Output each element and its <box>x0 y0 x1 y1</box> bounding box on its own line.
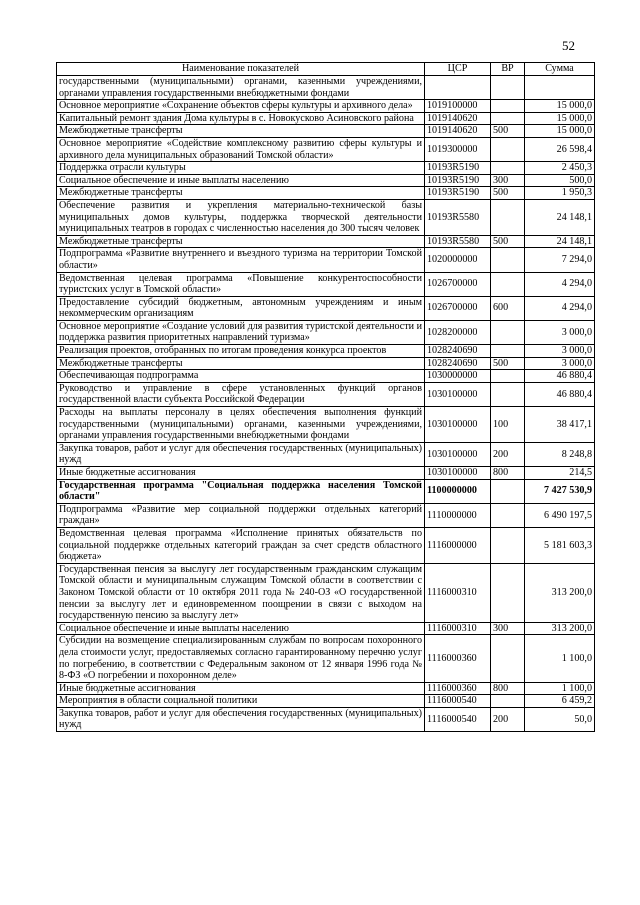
table-row <box>57 187 595 200</box>
row-sum-cell: 500,0 <box>525 174 595 187</box>
row-name-cell: Капитальный ремонт здания Дома культуры в с. Новокусково Асиновского района <box>57 112 425 125</box>
row-csr-cell: 1019140620 <box>425 112 491 125</box>
row-name-cell: Государственная программа "Социальная поддержка населения Томской области" <box>57 479 425 503</box>
table-row <box>57 682 595 695</box>
row-sum-cell: 15 000,0 <box>525 112 595 125</box>
header-vr: ВР <box>491 63 525 76</box>
table-body <box>57 76 595 732</box>
row-sum-cell: 1 950,3 <box>525 187 595 200</box>
table-row <box>57 100 595 113</box>
row-vr-cell <box>491 272 525 296</box>
row-csr-cell: 1026700000 <box>425 272 491 296</box>
table-row <box>57 76 595 100</box>
row-vr-cell: 200 <box>491 707 525 731</box>
row-sum-cell: 313 200,0 <box>525 563 595 622</box>
row-csr-cell: 1020000000 <box>425 248 491 272</box>
row-csr-cell: 1019100000 <box>425 100 491 113</box>
table-row <box>57 407 595 443</box>
row-name-cell: Расходы на выплаты персоналу в целях обеспечения выполнения функций государственными (муниципальными) органами, казенными учреждениями, органами управления государственными внебюджетными фондами <box>57 407 425 443</box>
header-name: Наименование показателей <box>57 63 425 76</box>
row-csr-cell: 1028240690 <box>425 357 491 370</box>
row-vr-cell <box>491 345 525 358</box>
row-name-cell: Закупка товаров, работ и услуг для обеспечения государственных (муниципальных) нужд <box>57 442 425 466</box>
row-csr-cell: 10193R5580 <box>425 199 491 235</box>
row-name-cell: Ведомственная целевая программа «Исполнение принятых обязательств по социальной поддержке отдельных категорий граждан за счет средств областного бюджета» <box>57 527 425 563</box>
row-vr-cell <box>491 527 525 563</box>
row-vr-cell: 500 <box>491 187 525 200</box>
row-name-cell: Социальное обеспечение и иные выплаты населению <box>57 622 425 635</box>
row-vr-cell: 500 <box>491 125 525 138</box>
table-row <box>57 382 595 406</box>
table-row <box>57 174 595 187</box>
table-row <box>57 635 595 682</box>
table-row <box>57 112 595 125</box>
row-sum-cell: 8 248,8 <box>525 442 595 466</box>
row-sum-cell: 26 598,4 <box>525 137 595 161</box>
page-number: 52 <box>562 38 575 53</box>
table-row <box>57 345 595 358</box>
table-row <box>57 296 595 320</box>
row-vr-cell <box>491 479 525 503</box>
table-row <box>57 235 595 248</box>
row-vr-cell <box>491 199 525 235</box>
row-vr-cell <box>491 563 525 622</box>
row-sum-cell: 24 148,1 <box>525 199 595 235</box>
header-sum: Сумма <box>525 63 595 76</box>
row-vr-cell <box>491 76 525 100</box>
row-sum-cell: 6 459,2 <box>525 695 595 708</box>
table-row <box>57 125 595 138</box>
row-name-cell: Обеспечивающая подпрограмма <box>57 370 425 383</box>
table-row <box>57 199 595 235</box>
row-sum-cell: 5 181 603,3 <box>525 527 595 563</box>
row-name-cell: Основное мероприятие «Создание условий для развития туристской деятельности и поддержка развития приоритетных направлений туризма» <box>57 320 425 344</box>
row-csr-cell: 10193R5580 <box>425 235 491 248</box>
row-csr-cell: 1019300000 <box>425 137 491 161</box>
row-vr-cell: 300 <box>491 174 525 187</box>
table-row <box>57 320 595 344</box>
table-row <box>57 563 595 622</box>
table-row <box>57 503 595 527</box>
row-csr-cell: 1030100000 <box>425 382 491 406</box>
row-csr-cell: 1116000310 <box>425 622 491 635</box>
row-name-cell: Ведомственная целевая программа «Повышение конкурентоспособности туристских услуг в Томской области» <box>57 272 425 296</box>
row-sum-cell: 24 148,1 <box>525 235 595 248</box>
table-row <box>57 695 595 708</box>
row-csr-cell: 10193R5190 <box>425 174 491 187</box>
row-name-cell: Иные бюджетные ассигнования <box>57 467 425 480</box>
row-sum-cell: 3 000,0 <box>525 345 595 358</box>
table-row <box>57 622 595 635</box>
row-vr-cell <box>491 162 525 175</box>
row-csr-cell: 1116000360 <box>425 635 491 682</box>
row-vr-cell <box>491 635 525 682</box>
row-name-cell: Поддержка отрасли культуры <box>57 162 425 175</box>
row-csr-cell: 1116000360 <box>425 682 491 695</box>
table-row <box>57 442 595 466</box>
row-sum-cell: 38 417,1 <box>525 407 595 443</box>
row-csr-cell: 1110000000 <box>425 503 491 527</box>
row-csr-cell: 10193R5190 <box>425 162 491 175</box>
row-name-cell: Государственная пенсия за выслугу лет государственным гражданским служащим Томской области и муниципальным служащим Томской области в соответствии с Законом Томской области от 10 октября 2011 года № 240-ОЗ «О государственной пенсии за выслугу лет и единовременном поощрении в связи с выходом на государственную пенсию за выслугу лет» <box>57 563 425 622</box>
row-vr-cell <box>491 248 525 272</box>
row-csr-cell: 1116000540 <box>425 707 491 731</box>
row-sum-cell: 6 490 197,5 <box>525 503 595 527</box>
row-csr-cell: 1019140620 <box>425 125 491 138</box>
row-vr-cell: 500 <box>491 235 525 248</box>
row-name-cell: Межбюджетные трансферты <box>57 125 425 138</box>
row-vr-cell <box>491 137 525 161</box>
row-name-cell: Основное мероприятие «Содействие комплексному развитию сферы культуры и архивного дела муниципальных образований Томской области» <box>57 137 425 161</box>
row-csr-cell: 1030000000 <box>425 370 491 383</box>
table-row <box>57 467 595 480</box>
row-sum-cell: 4 294,0 <box>525 272 595 296</box>
row-name-cell: Межбюджетные трансферты <box>57 187 425 200</box>
row-name-cell: государственными (муниципальными) органами, казенными учреждениями, органами управления государственными внебюджетными фондами <box>57 76 425 100</box>
row-name-cell: Предоставление субсидий бюджетным, автономным учреждениям и иным некоммерческим организациям <box>57 296 425 320</box>
row-vr-cell <box>491 112 525 125</box>
table-row <box>57 162 595 175</box>
row-sum-cell: 7 427 530,9 <box>525 479 595 503</box>
row-sum-cell: 50,0 <box>525 707 595 731</box>
table-row <box>57 357 595 370</box>
row-csr-cell: 1028240690 <box>425 345 491 358</box>
row-vr-cell <box>491 382 525 406</box>
row-vr-cell: 200 <box>491 442 525 466</box>
row-sum-cell: 4 294,0 <box>525 296 595 320</box>
row-vr-cell: 100 <box>491 407 525 443</box>
table-row <box>57 707 595 731</box>
row-vr-cell: 600 <box>491 296 525 320</box>
row-name-cell: Социальное обеспечение и иные выплаты населению <box>57 174 425 187</box>
row-name-cell: Межбюджетные трансферты <box>57 235 425 248</box>
row-csr-cell: 1030100000 <box>425 442 491 466</box>
row-name-cell: Реализация проектов, отобранных по итогам проведения конкурса проектов <box>57 345 425 358</box>
row-sum-cell: 46 880,4 <box>525 382 595 406</box>
row-csr-cell: 1030100000 <box>425 467 491 480</box>
row-name-cell: Подпрограмма «Развитие внутреннего и въездного туризма на территории Томской области» <box>57 248 425 272</box>
row-csr-cell <box>425 76 491 100</box>
row-name-cell: Мероприятия в области социальной политики <box>57 695 425 708</box>
row-sum-cell: 3 000,0 <box>525 320 595 344</box>
table-row <box>57 272 595 296</box>
row-name-cell: Иные бюджетные ассигнования <box>57 682 425 695</box>
row-csr-cell: 1100000000 <box>425 479 491 503</box>
row-vr-cell: 800 <box>491 682 525 695</box>
row-vr-cell: 300 <box>491 622 525 635</box>
row-sum-cell: 2 450,3 <box>525 162 595 175</box>
row-name-cell: Руководство и управление в сфере установленных функций органов государственной власти субъекта Российской Федерации <box>57 382 425 406</box>
row-name-cell: Подпрограмма «Развитие мер социальной поддержки отдельных категорий граждан» <box>57 503 425 527</box>
header-csr: ЦСР <box>425 63 491 76</box>
row-csr-cell: 1116000310 <box>425 563 491 622</box>
table-row <box>57 137 595 161</box>
row-sum-cell: 15 000,0 <box>525 125 595 138</box>
row-sum-cell: 1 100,0 <box>525 635 595 682</box>
row-vr-cell <box>491 100 525 113</box>
table-row <box>57 248 595 272</box>
row-name-cell: Обеспечение развития и укрепления материально-технической базы муниципальных домов культуры, поддержка творческой деятельности муниципальных театров в городах с численностью населения до 300 тысяч человек <box>57 199 425 235</box>
budget-table <box>56 62 595 732</box>
row-sum-cell: 15 000,0 <box>525 100 595 113</box>
row-sum-cell <box>525 76 595 100</box>
row-vr-cell <box>491 370 525 383</box>
row-vr-cell: 500 <box>491 357 525 370</box>
row-csr-cell: 10193R5190 <box>425 187 491 200</box>
row-name-cell: Межбюджетные трансферты <box>57 357 425 370</box>
row-vr-cell: 800 <box>491 467 525 480</box>
row-name-cell: Закупка товаров, работ и услуг для обеспечения государственных (муниципальных) нужд <box>57 707 425 731</box>
row-sum-cell: 46 880,4 <box>525 370 595 383</box>
row-sum-cell: 214,5 <box>525 467 595 480</box>
row-csr-cell: 1030100000 <box>425 407 491 443</box>
row-name-cell: Субсидии на возмещение специализированным службам по вопросам похоронного дела стоимости услуг, предоставляемых согласно гарантированному перечню услуг по погребению, в соответствии с Федеральным законом от 12 января 1996 года № 8-ФЗ «О погребении и похоронном деле» <box>57 635 425 682</box>
row-vr-cell <box>491 503 525 527</box>
row-csr-cell: 1026700000 <box>425 296 491 320</box>
row-vr-cell <box>491 695 525 708</box>
row-sum-cell: 3 000,0 <box>525 357 595 370</box>
table-row <box>57 527 595 563</box>
table-row <box>57 370 595 383</box>
row-csr-cell: 1116000000 <box>425 527 491 563</box>
row-vr-cell <box>491 320 525 344</box>
table-header-row <box>57 63 595 76</box>
row-sum-cell: 1 100,0 <box>525 682 595 695</box>
row-csr-cell: 1116000540 <box>425 695 491 708</box>
row-sum-cell: 313 200,0 <box>525 622 595 635</box>
table-row <box>57 479 595 503</box>
row-name-cell: Основное мероприятие «Сохранение объектов сферы культуры и архивного дела» <box>57 100 425 113</box>
row-csr-cell: 1028200000 <box>425 320 491 344</box>
row-sum-cell: 7 294,0 <box>525 248 595 272</box>
